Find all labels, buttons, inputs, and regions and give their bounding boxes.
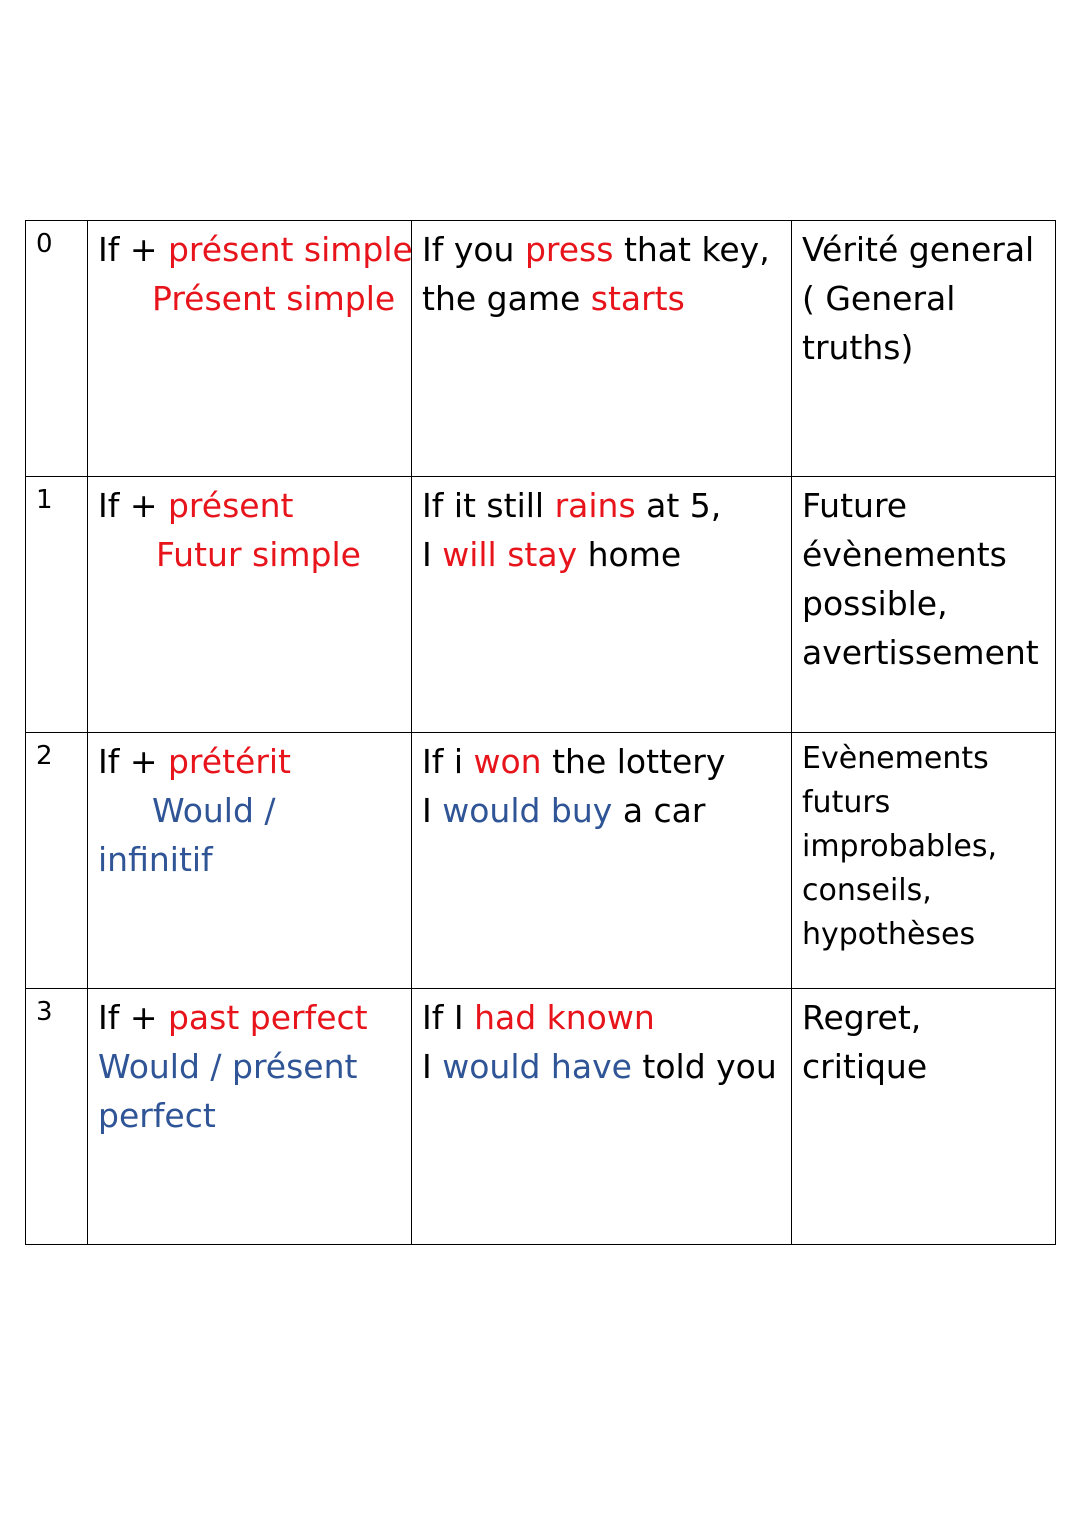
usage-cell bbox=[792, 477, 1056, 733]
table-row bbox=[26, 477, 1056, 733]
usage-line: Future bbox=[802, 486, 908, 525]
table-row bbox=[26, 221, 1056, 477]
example-line: If you press that key, bbox=[422, 230, 770, 269]
usage-cell bbox=[792, 733, 1056, 989]
row-number: 3 bbox=[26, 989, 88, 1245]
row-number: 0 bbox=[26, 221, 88, 477]
example-line: I would buy a car bbox=[422, 791, 706, 830]
example-cell bbox=[412, 989, 792, 1245]
usage-line: possible, bbox=[802, 584, 948, 623]
example-cell bbox=[412, 221, 792, 477]
usage-line: hypothèses bbox=[802, 917, 976, 952]
tense-highlight: past perfect bbox=[167, 998, 368, 1037]
form-cell bbox=[88, 477, 412, 733]
form-line: infinitif bbox=[98, 840, 213, 879]
example-line: If it still rains at 5, bbox=[422, 486, 722, 525]
tense-highlight: présent bbox=[167, 486, 294, 525]
form-cell bbox=[88, 221, 412, 477]
row-number: 1 bbox=[26, 477, 88, 733]
usage-line: évènements bbox=[802, 535, 1007, 574]
verb-highlight: starts bbox=[590, 279, 685, 318]
form-line: Présent simple bbox=[152, 279, 396, 318]
verb-highlight: had known bbox=[474, 998, 655, 1037]
usage-line: ( General bbox=[802, 279, 956, 318]
example-line: If i won the lottery bbox=[422, 742, 726, 781]
usage-line: Evènements bbox=[802, 741, 989, 776]
tense-highlight: prétérit bbox=[167, 742, 291, 781]
conditionals-table bbox=[25, 220, 1056, 1245]
tense-highlight: présent simple bbox=[167, 230, 413, 269]
form-line: If + past perfect bbox=[98, 998, 368, 1037]
row-number: 2 bbox=[26, 733, 88, 989]
example-line: I will stay home bbox=[422, 535, 682, 574]
example-line: If I had known bbox=[422, 998, 655, 1037]
verb-highlight: would buy bbox=[442, 791, 613, 830]
form-line: Futur simple bbox=[156, 535, 361, 574]
form-cell bbox=[88, 733, 412, 989]
usage-cell bbox=[792, 221, 1056, 477]
example-cell bbox=[412, 733, 792, 989]
table-row bbox=[26, 733, 1056, 989]
usage-line: Vérité general bbox=[802, 230, 1035, 269]
usage-cell bbox=[792, 989, 1056, 1245]
example-line: I would have told you bbox=[422, 1047, 777, 1086]
usage-line: truths) bbox=[802, 328, 914, 367]
form-line: If + présent simple bbox=[98, 230, 413, 269]
usage-line: improbables, bbox=[802, 829, 998, 864]
verb-highlight: press bbox=[524, 230, 614, 269]
form-line: If + prétérit bbox=[98, 742, 291, 781]
verb-highlight: will stay bbox=[442, 535, 578, 574]
form-cell bbox=[88, 989, 412, 1245]
usage-line: avertissement bbox=[802, 633, 1039, 672]
form-line: perfect bbox=[98, 1096, 216, 1135]
usage-line: conseils, bbox=[802, 873, 932, 908]
usage-line: futurs bbox=[802, 785, 891, 820]
verb-highlight: rains bbox=[554, 486, 636, 525]
table-row bbox=[26, 989, 1056, 1245]
verb-highlight: won bbox=[473, 742, 542, 781]
verb-highlight: would have bbox=[442, 1047, 632, 1086]
example-line: the game starts bbox=[422, 279, 685, 318]
usage-line: Regret, bbox=[802, 998, 922, 1037]
form-line: If + présent bbox=[98, 486, 294, 525]
example-cell bbox=[412, 477, 792, 733]
form-line: Would / présent bbox=[98, 1047, 358, 1086]
form-line: Would / bbox=[152, 791, 276, 830]
usage-line: critique bbox=[802, 1047, 928, 1086]
